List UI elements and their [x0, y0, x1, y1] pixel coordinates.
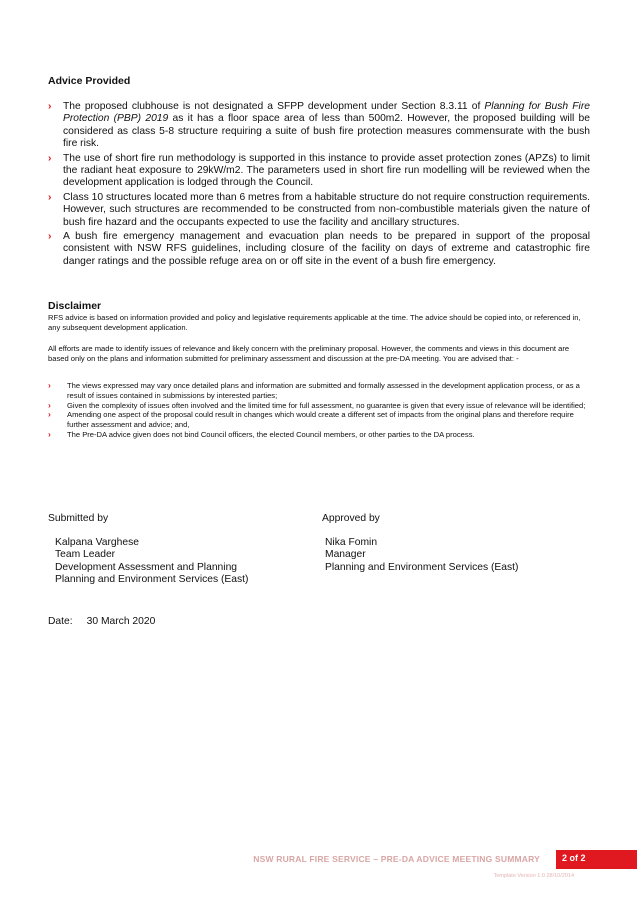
advice-item [48, 101, 590, 151]
disclaimer-item-text: Given the complexity of issues often involved and the limited time for full assessment, no guarantee is given that every issue of relevance will be identified; [67, 400, 586, 410]
chevron-right-icon: › [48, 191, 52, 203]
disclaimer-item [48, 410, 590, 430]
approver-block [325, 537, 518, 574]
disclaimer-item [48, 381, 590, 401]
approver-division: Planning and Environment Services (East) [325, 561, 519, 573]
disclaimer-item [48, 430, 590, 440]
approver-name: Nika Fomin [325, 537, 378, 548]
advice-item [48, 231, 590, 268]
advice-item [48, 192, 590, 229]
advice-heading: Advice Provided [48, 75, 131, 87]
advice-item-italic: Planning for Bush Fire Protection (PBP) 2019 [63, 101, 590, 125]
chevron-right-icon: › [48, 380, 51, 390]
disclaimer-item-text: Amending one aspect of the proposal could result in changes which would create a different set of impacts from the original plans and therefore require further assessment and advice; and, [67, 410, 574, 430]
advice-list [48, 101, 590, 270]
advice-item-text: A bush fire emergency management and evacuation plan needs to be prepared in support of the proposal consistent with NSW RFS guidelines, including closure of the facility on days of extreme and catastrophic fire danger ratings and the possible refuge area on or off site in the event of a bush fire emergency. [63, 231, 590, 267]
chevron-right-icon: › [48, 152, 52, 164]
advice-item-text-post: as it has a floor space area of less than 500m2. However, the proposed building will be considered as class 5-8 structure requiring a suite of bush fire protection measures commensurate with the bush fire risk. [63, 113, 590, 150]
chevron-right-icon: › [48, 399, 51, 410]
chevron-right-icon: › [48, 428, 51, 439]
chevron-right-icon: › [48, 409, 51, 420]
disclaimer-item-text: The views expressed may vary once detailed plans and information are submitted and formally assessed in the development application process, or as a result of issues contained in submissions by interested parties; [67, 381, 580, 400]
advice-item-text: The proposed clubhouse is not designated a SFPP development under Section 8.3.11 of [63, 101, 485, 112]
disclaimer-item-text: The Pre-DA advice given does not bind Council officers, the elected Council members, or other parties to the DA process. [67, 429, 475, 439]
chevron-right-icon: › [48, 101, 52, 112]
disclaimer-heading: Disclaimer [48, 300, 102, 312]
date-line [48, 616, 155, 627]
chevron-right-icon: › [48, 231, 52, 243]
date-value: 30 March 2020 [86, 616, 156, 627]
advice-item [48, 153, 590, 190]
submitted-by-label: Submitted by [48, 513, 109, 524]
submitter-role: Team Leader [55, 549, 116, 561]
submitter-block [55, 537, 248, 586]
page-number-badge: 2 of 2 [556, 850, 637, 869]
template-version: Template Version 1.0 28/10/2014 [493, 873, 574, 879]
disclaimer-paragraph: RFS advice is based on information provided and policy and legislative requirements applicable at the time. The advice should be copied into, or referenced in, any subsequent development application. [48, 313, 581, 332]
advice-item-text: Class 10 structures located more than 6 metres from a habitable structure do not require construction requirements. However, such structures are recommended to be constructed from non-combustible materials given the nature of bush fire hazard and the occupants expected to use the facility and ancillary structures. [63, 191, 590, 228]
disclaimer-item [48, 401, 590, 411]
advice-item-text: The use of short fire run methodology is supported in this instance to provide asset protection zones (APZs) to limit the radiant heat exposure to 29kW/m2. The parameters used in short fire run modelling will be reviewed when the development application is lodged through the Council. [63, 152, 590, 189]
disclaimer-paragraph: All efforts are made to identify issues of relevance and likely concern with the preliminary proposal. However, the comments and views in this document are based only on the plans and information submitted for preliminary assessment and discussion at the pre-DA meeting. You are advised that: - [48, 344, 570, 363]
approved-by-label: Approved by [322, 513, 380, 524]
footer-title: NSW RURAL FIRE SERVICE – PRE-DA ADVICE MEETING SUMMARY [253, 854, 540, 864]
disclaimer-list [48, 381, 590, 440]
submitter-unit: Development Assessment and Planning [55, 561, 238, 573]
approver-role: Manager [325, 549, 366, 561]
date-label: Date: [48, 616, 73, 627]
submitter-name: Kalpana Varghese [55, 537, 139, 548]
submitter-division: Planning and Environment Services (East) [55, 573, 249, 585]
